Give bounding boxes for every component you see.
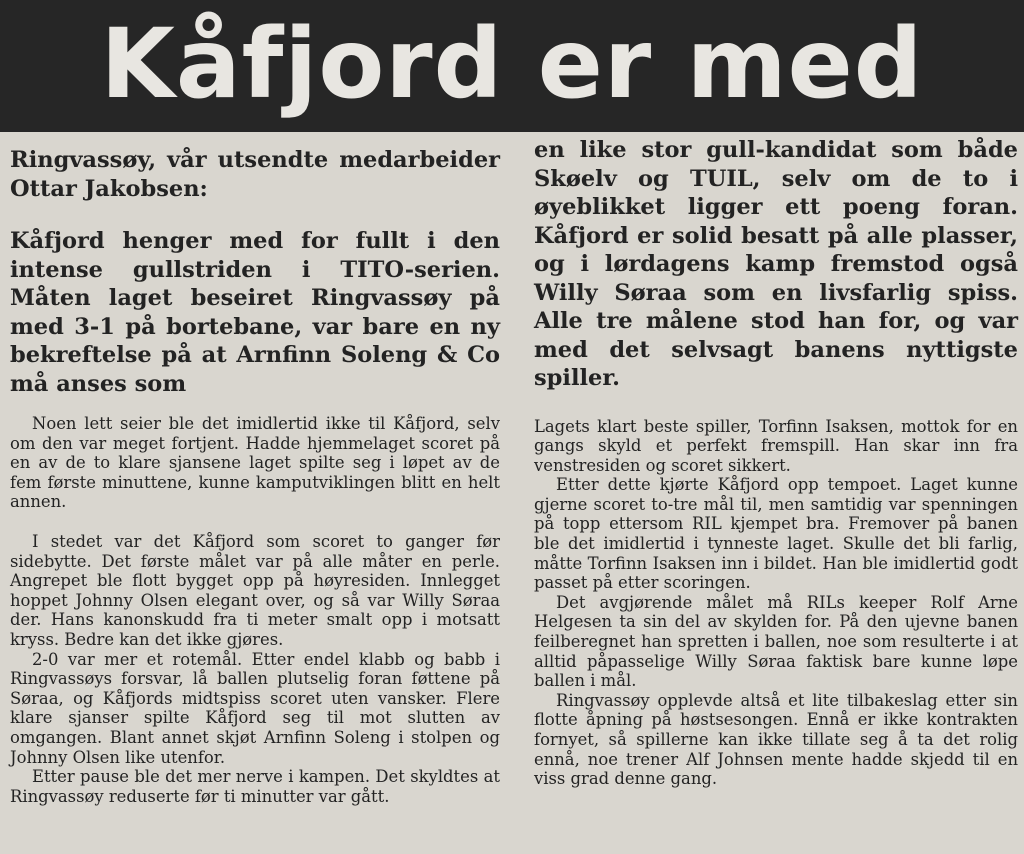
left-body: [10, 414, 500, 806]
body-paragraph: Det avgjørende målet må RILs keeper Rolf Arne Helgesen ta sin del av skylden for. På den ujevne banen feilberegnet han spretten i ballen, noe som resulterte i at alltid påpasselige Willy Søraa faktisk bare kunne løpe ballen i mål.: [534, 592, 1018, 691]
lead-continuation-block: [534, 136, 1018, 393]
right-column: [534, 136, 1018, 789]
body-paragraph: Etter dette kjørte Kåfjord opp tempoet. Laget kunne gjerne scoret to-tre mål til, men samtidig var spenningen på topp ettersom RIL kjempet bra. Fremover på banen ble det imidlertid i tynneste laget. Skulle det bli farlig, måtte Torfinn Isaksen inn i bildet. Han ble imidlertid godt passet på etter scoringen.: [534, 475, 1018, 593]
body-paragraph: Noen lett seier ble det imidlertid ikke til Kåfjord, selv om den var meget fortjent. Hadde hjemmelaget scoret på en av de to klare sjansene laget spilte seg i løpet av de fem første minuttene, kunne kamputviklingen blitt en helt annen.: [10, 414, 500, 512]
right-body: [534, 417, 1018, 789]
lead-paragraph: Kåfjord henger med for fullt i den intense gullstriden i TITO-serien. Måten laget beseiret Ringvassøy på med 3-1 på bortebane, var bare en ny bekreftelse på at Arnfinn Soleng & Co må anses som: [10, 228, 500, 397]
lead-block: [10, 146, 500, 398]
headline-banner: [0, 0, 1024, 132]
body-paragraph: 2-0 var mer et rotemål. Etter endel klabb og babb i Ringvassøys forsvar, lå ballen plutselig foran føttene på Søraa, og Kåfjords midtspiss scoret uten vansker. Flere klare sjanser spilte Kåfjord seg til mot slutten av omgangen. Blant annet skjøt Arnfinn Soleng i stolpen og Johnny Olsen like utenfor.: [10, 649, 500, 767]
body-paragraph: Ringvassøy opplevde altså et lite tilbakeslag etter sin flotte åpning på høstsesongen. Ennå er ikke kontrakten fornyet, så spillerne kan ikke tillate seg å ta det rolig ennå, noe trener Alf Johnsen mente hadde skjedd til en viss grad denne gang.: [534, 690, 1018, 789]
left-column: [10, 146, 500, 806]
body-paragraph: Etter pause ble det mer nerve i kampen. Det skyldtes at Ringvassøy reduserte før ti minutter var gått.: [10, 767, 500, 806]
body-paragraph: I stedet var det Kåfjord som scoret to ganger før sidebytte. Det første målet var på alle måter en perle. Angrepet ble flott bygget opp på høyresiden. Innlegget hoppet Johnny Olsen elegant over, og så var Willy Søraa der. Hans kanonskudd fra ti meter smalt opp i motsatt kryss. Bedre kan det ikke gjøres.: [10, 531, 500, 649]
body-paragraph: Lagets klart beste spiller, Torfinn Isaksen, mottok for en gangs skyld et perfekt fremspill. Han skar inn fra venstresiden og scoret sikkert.: [534, 416, 1018, 475]
byline: Ringvassøy, vår utsendte medarbeider Ottar Jakobsen:: [10, 147, 500, 202]
headline: Kåfjord er med: [100, 8, 924, 120]
lead-continuation: en like stor gull-kandidat som både Skøelv og TUIL, selv om de to i øyeblikket ligger ett poeng foran. Kåfjord er solid besatt på alle plasser, og i lørdagens kamp fremstod også Willy Søraa som en livsfarlig spiss. Alle tre målene stod han for, og var med det selvsagt banens nyttigste spiller.: [534, 137, 1018, 391]
